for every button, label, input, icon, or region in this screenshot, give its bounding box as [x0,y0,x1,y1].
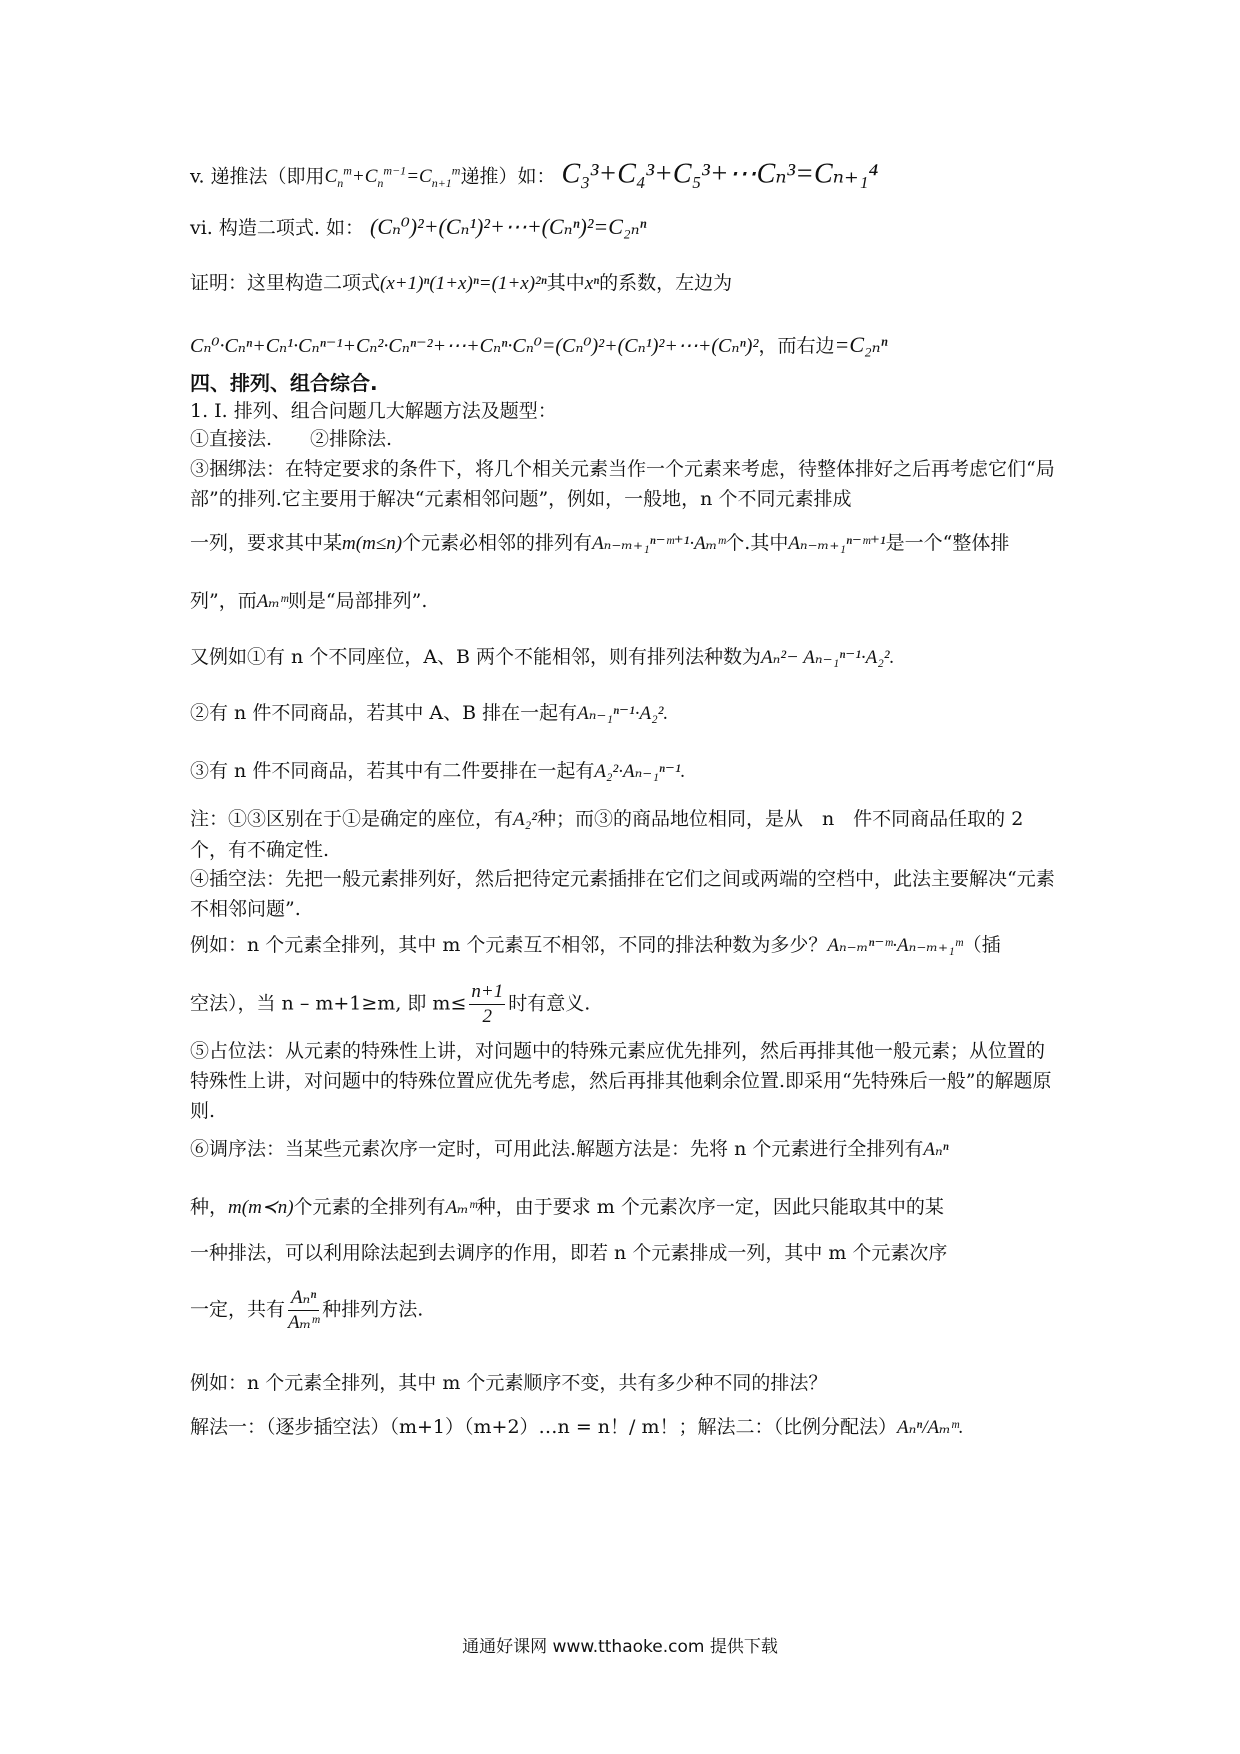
order-method-2-a: 种， [190,1196,229,1218]
insertion-example-text: 例如：n 个元素全排列，其中 m 个元素互不相邻，不同的排法种数为多少？ [190,934,828,956]
order-fraction-numerator: Aₙⁿ [288,1286,319,1311]
proof-text-c: 的系数，左边为 [599,272,733,294]
local-arrangement-a: 列”，而 [190,590,257,612]
order-method-line-4 [190,1286,1060,1335]
seat-example-formula: Aₙ²− Aₙ₋₁ⁿ⁻¹·A₂². [761,647,895,668]
section-heading: 四、排列、组合综合. [190,371,378,395]
proof-right-formula: =C₂ₙⁿ [834,332,888,357]
note-formula: A₂² [513,809,537,830]
order-method-formula: Aₙⁿ [923,1139,949,1160]
order-method-2-c: 种，由于要求 m 个元素次序一定，因此只能取其中的某 [476,1196,944,1218]
proof-text-a: 证明：这里构造二项式 [190,272,381,294]
note-paragraph [190,804,1060,865]
recursion-method-label: v. 递推法（即用 [190,165,325,188]
whole-arrangement-formula: Aₙ₋ₘ₊₁ⁿ⁻ᵐ⁺¹ [788,533,886,554]
binding-example-a: 一列，要求其中某 [190,532,343,554]
seat-example-line [190,644,1060,671]
note-text-a: 注：①③区别在于①是确定的座位，有 [190,808,514,830]
binomial-construction-label: vi. 构造二项式. 如： [190,217,364,239]
goods-example-line-1 [190,700,1060,727]
order-method-2-b: 个元素的全排列有 [293,1196,446,1218]
insertion-condition-line [190,980,1060,1029]
binding-example-c: 个.其中 [725,532,789,554]
proof-formula-b: xⁿ [584,273,600,294]
direct-exclusion-methods: ①直接法. ②排除法. [190,428,393,450]
goods-example-line-2 [190,758,1060,785]
proof-expansion-formula: Cₙ⁰·Cₙⁿ+Cₙ¹·Cₙⁿ⁻¹+Cₙ²·Cₙⁿ⁻²+⋯+Cₙⁿ·Cₙ⁰=(Cₙ⁰)²+(Cₙ¹)²+⋯+(Cₙⁿ)² [190,335,759,357]
insertion-example-tail: （插 [962,934,1001,956]
proof-formula: (x+1)ⁿ(1+x)ⁿ=(1+x)²ⁿ [380,273,547,294]
recursion-example-formula: C₃³+C₄³+C₅³+⋯Cₙ³=Cₙ₊₁⁴ [561,158,879,190]
insertion-condition-fraction [469,980,505,1029]
proof-expansion-line [190,332,1060,359]
insertion-example-formula: Aₙ₋ₘⁿ⁻ᵐ·Aₙ₋ₘ₊₁ᵐ [827,935,963,956]
goods-example-2-text: ③有 n 件不同商品，若其中有二件要排在一起有 [190,760,595,782]
order-method-text: ⑥调序法：当某些元素次序一定时，可用此法.解题方法是：先将 n 个元素进行全排列有 [190,1138,924,1160]
fraction-denominator: 2 [482,1006,493,1027]
binding-count-formula: Aₙ₋ₘ₊₁ⁿ⁻ᵐ⁺¹·Aₘᵐ [592,533,726,554]
local-arrangement-formula: Aₘᵐ [256,591,288,612]
recursion-method-line [190,158,1060,196]
order-method-line [190,1136,1060,1163]
order-method-2-f2: Aₘᵐ [445,1197,477,1218]
note-text-b: 种；而③的商品地位相同，是从 n 件不同商品任取的 2 个，有不确定性. [190,808,1024,861]
recursion-method-mid: 递推）如： [460,165,556,188]
proof-line [190,270,1060,297]
solution-text: 解法一：（逐步插空法）（m+1）（m+2）…n = n！/ m！；解法二：（比例分配法） [190,1416,897,1438]
proof-text-b: 其中 [546,272,585,294]
page-footer: 通通好课网 www.tthaoke.com 提供下载 [462,1637,778,1657]
local-arrangement-b: 则是“局部排列”. [287,590,428,612]
order-method-4-b: 种排列方法. [322,1298,424,1321]
proof-right-label: ，而右边 [758,335,835,357]
insertion-condition-b: 时有意义. [508,992,591,1015]
binding-example-line [190,530,1060,557]
order-example-line: 例如：n 个元素全排列，其中 m 个元素顺序不变，共有多少种不同的排法？ [190,1372,828,1394]
order-fraction-denominator: Aₘᵐ [288,1312,320,1333]
fraction-numerator: n+1 [469,980,505,1005]
insertion-example-line [190,932,1060,959]
binding-example-b: 个元素必相邻的排列有 [402,532,593,554]
order-method-fraction [288,1286,319,1335]
goods-example-1-formula: Aₙ₋₁ⁿ⁻¹·A₂². [577,703,669,724]
order-method-2-f1: m(m≺n) [228,1197,294,1218]
insertion-condition-a: 空法），当 n – m+1≥m, 即 m≤ [190,992,467,1015]
order-method-4-a: 一定，共有 [190,1298,286,1321]
insertion-method-paragraph: ④插空法：先把一般元素排列好，然后把待定元素插排在它们之间或两端的空档中，此法主要解决“元素不相邻问题”. [190,868,1055,920]
goods-example-1-text: ②有 n 件不同商品，若其中 A、B 排在一起有 [190,702,578,724]
recurrence-formula: $C_n^m+C_n^{m-1}=C_{n+1}^m$ [324,164,461,191]
solution-formula: Aₙⁿ/Aₘᵐ. [896,1417,964,1438]
order-method-line-2 [190,1194,1060,1221]
solution-line [190,1414,1060,1441]
position-method-paragraph: ⑤占位法：从元素的特殊性上讲，对问题中的特殊元素应优先排列，然后再排其他一般元素；从位置的特殊性上讲，对问题中的特殊位置应优先考虑，然后再排其他剩余位置.即采用“先特殊后一般”的解题原则. [190,1040,1052,1122]
binomial-identity-formula: (Cₙ⁰)²+(Cₙ¹)²+⋯+(Cₙⁿ)²=C₂ₙⁿ [370,214,647,239]
binding-condition-formula: m(m≤n) [342,533,403,554]
seat-example-text: 又例如①有 n 个不同座位，A、B 两个不能相邻，则有排列法种数为 [190,646,762,668]
order-method-line-3: 一种排法，可以利用除法起到去调序的作用，即若 n 个元素排成一列，其中 m 个元素次序 [190,1242,948,1264]
local-arrangement-line [190,588,1060,615]
binding-method-paragraph: ③捆绑法：在特定要求的条件下，将几个相关元素当作一个元素来考虑，待整体排好之后再考虑它们“局部”的排列.它主要用于解决“元素相邻问题”，例如，一般地，n 个不同元素排成 [190,458,1055,510]
binomial-construction-line [190,214,1060,241]
methods-intro: 1. I. 排列、组合问题几大解题方法及题型： [190,400,557,422]
binding-example-d: 是一个“整体排 [885,532,1010,554]
goods-example-2-formula: A₂²·Aₙ₋₁ⁿ⁻¹. [594,761,686,782]
